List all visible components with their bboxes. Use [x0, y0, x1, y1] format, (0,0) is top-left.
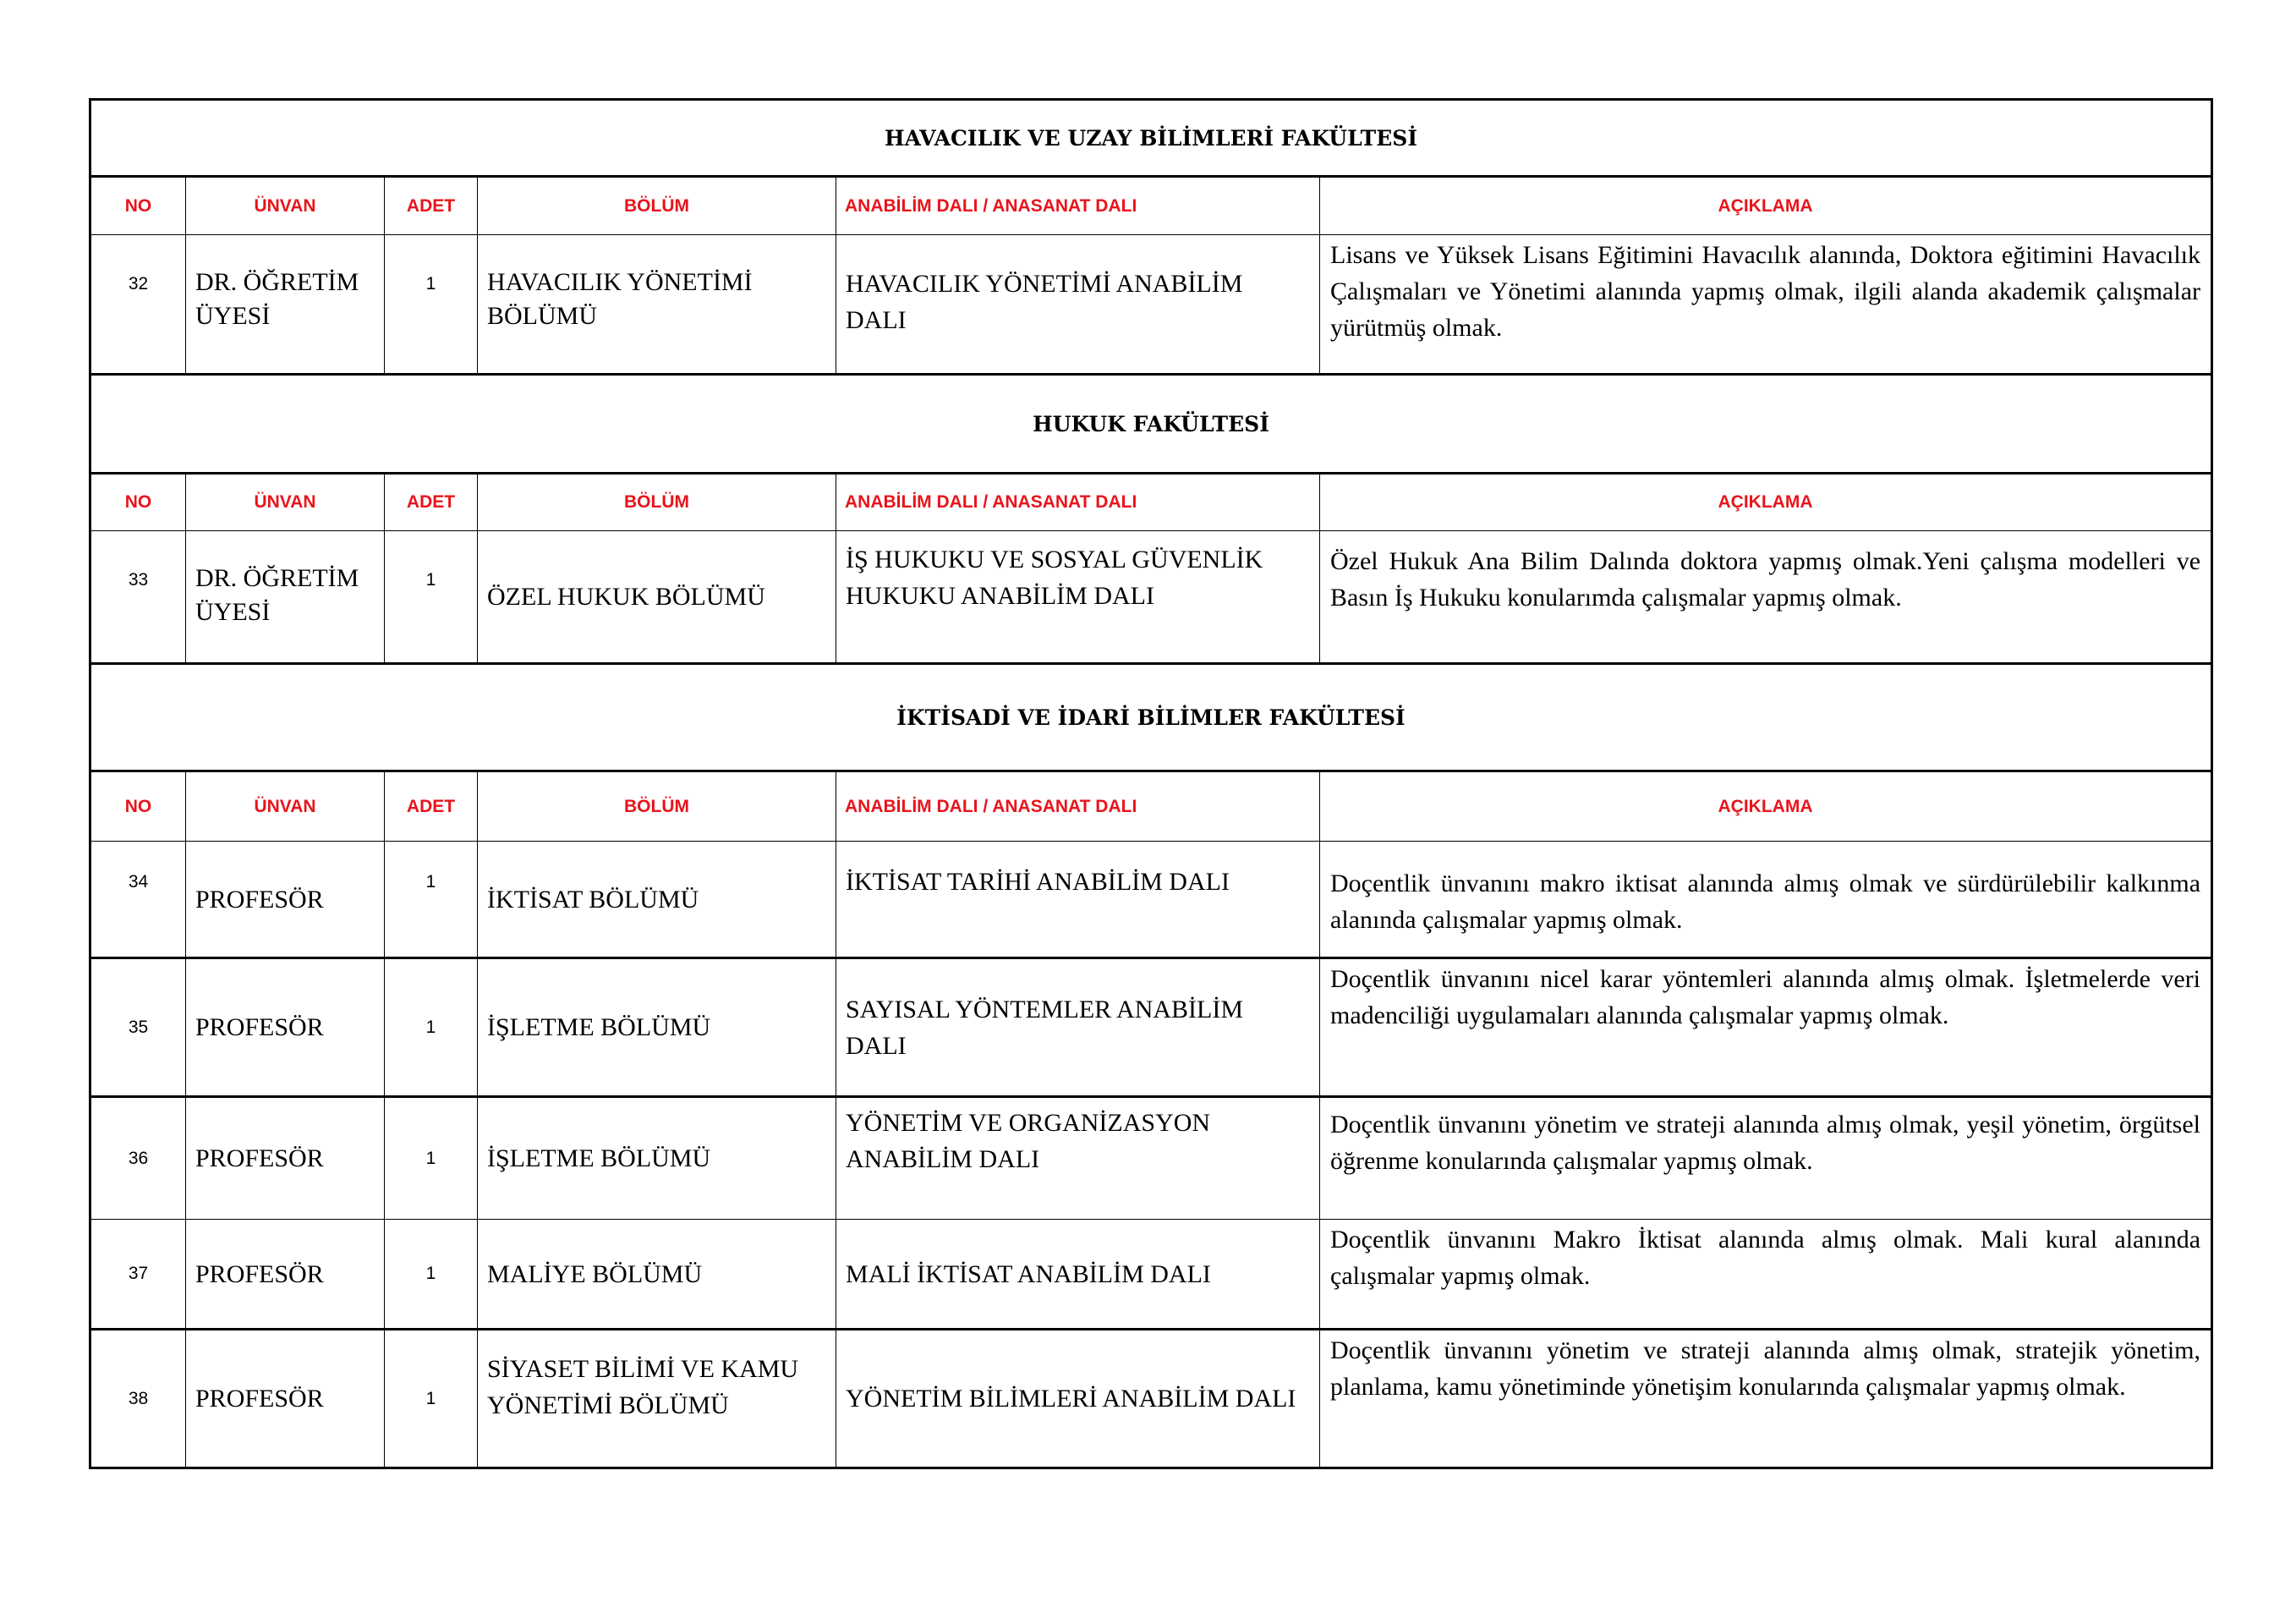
row-bolum: SİYASET BİLİMİ VE KAMU YÖNETİMİ BÖLÜMÜ	[478, 1330, 836, 1468]
row-unvan: PROFESÖR	[186, 1097, 385, 1220]
row-adet: 1	[385, 958, 478, 1097]
table-row	[90, 1220, 2212, 1330]
row-aciklama: Doçentlik ünvanını Makro İktisat alanında almış olmak. Mali kural alanında çalışmalar yapmış olmak.	[1320, 1220, 2212, 1330]
faculty-title: HUKUK FAKÜLTESİ	[90, 375, 2212, 474]
row-anabilim: HAVACILIK YÖNETİMİ ANABİLİM DALI	[836, 235, 1320, 375]
header-adet: ADET	[385, 177, 478, 235]
row-no: 36	[90, 1097, 186, 1220]
row-aciklama: Doçentlik ünvanını yönetim ve strateji alanında almış olmak, yeşil yönetim, örgütsel öğrenme konularında çalışmalar yapmış olmak.	[1320, 1097, 2212, 1220]
header-no: NO	[90, 474, 186, 531]
faculty-title-row	[90, 100, 2212, 177]
header-adet: ADET	[385, 771, 478, 842]
header-aciklama: AÇIKLAMA	[1320, 771, 2212, 842]
row-unvan: PROFESÖR	[186, 1330, 385, 1468]
table-row	[90, 531, 2212, 664]
row-bolum: İŞLETME BÖLÜMÜ	[478, 958, 836, 1097]
header-aciklama: AÇIKLAMA	[1320, 474, 2212, 531]
row-anabilim: SAYISAL YÖNTEMLER ANABİLİM DALI	[836, 958, 1320, 1097]
row-no: 38	[90, 1330, 186, 1468]
row-adet: 1	[385, 1097, 478, 1220]
row-aciklama: Lisans ve Yüksek Lisans Eğitimini Havacılık alanında, Doktora eğitimini Havacılık Çalışmaları ve Yönetimi alanında yapmış olmak, ilgili alanda akademik çalışmalar yürütmüş olmak.	[1320, 235, 2212, 375]
header-anabilim: ANABİLİM DALI / ANASANAT DALI	[836, 177, 1320, 235]
header-bolum: BÖLÜM	[478, 771, 836, 842]
row-bolum: ÖZEL HUKUK BÖLÜMÜ	[478, 531, 836, 664]
row-adet: 1	[385, 1330, 478, 1468]
header-unvan: ÜNVAN	[186, 771, 385, 842]
positions-table	[89, 98, 2213, 1469]
table-row	[90, 1097, 2212, 1220]
row-anabilim: YÖNETİM VE ORGANİZASYON ANABİLİM DALI	[836, 1097, 1320, 1220]
header-no: NO	[90, 177, 186, 235]
row-no: 35	[90, 958, 186, 1097]
row-bolum: HAVACILIK YÖNETİMİ BÖLÜMÜ	[478, 235, 836, 375]
row-no: 33	[90, 531, 186, 664]
row-adet: 1	[385, 842, 478, 958]
row-unvan: DR. ÖĞRETİM ÜYESİ	[186, 531, 385, 664]
faculty-title-row	[90, 375, 2212, 474]
document-page	[89, 98, 2211, 1469]
faculty-title-row	[90, 664, 2212, 771]
table-row	[90, 1330, 2212, 1468]
row-aciklama: Doçentlik ünvanını nicel karar yöntemleri alanında almış olmak. İşletmelerde veri madenciliği uygulamaları alanında çalışmalar yapmış olmak.	[1320, 958, 2212, 1097]
header-no: NO	[90, 771, 186, 842]
header-unvan: ÜNVAN	[186, 177, 385, 235]
table-row	[90, 842, 2212, 958]
row-unvan: PROFESÖR	[186, 958, 385, 1097]
column-header-row	[90, 474, 2212, 531]
column-header-row	[90, 177, 2212, 235]
header-bolum: BÖLÜM	[478, 474, 836, 531]
row-bolum: MALİYE BÖLÜMÜ	[478, 1220, 836, 1330]
row-bolum: İŞLETME BÖLÜMÜ	[478, 1097, 836, 1220]
column-header-row	[90, 771, 2212, 842]
row-anabilim: İKTİSAT TARİHİ ANABİLİM DALI	[836, 842, 1320, 958]
row-no: 37	[90, 1220, 186, 1330]
header-aciklama: AÇIKLAMA	[1320, 177, 2212, 235]
header-unvan: ÜNVAN	[186, 474, 385, 531]
faculty-title: HAVACILIK VE UZAY BİLİMLERİ FAKÜLTESİ	[90, 100, 2212, 177]
row-unvan: DR. ÖĞRETİM ÜYESİ	[186, 235, 385, 375]
row-anabilim: YÖNETİM BİLİMLERİ ANABİLİM DALI	[836, 1330, 1320, 1468]
row-no: 34	[90, 842, 186, 958]
row-adet: 1	[385, 531, 478, 664]
row-aciklama: Özel Hukuk Ana Bilim Dalında doktora yapmış olmak.Yeni çalışma modelleri ve Basın İş Hukuku konularımda çalışmalar yapmış olmak.	[1320, 531, 2212, 664]
header-anabilim: ANABİLİM DALI / ANASANAT DALI	[836, 771, 1320, 842]
header-anabilim: ANABİLİM DALI / ANASANAT DALI	[836, 474, 1320, 531]
row-aciklama: Doçentlik ünvanını yönetim ve strateji alanında almış olmak, stratejik yönetim, planlama, kamu yönetiminde yönetişim konularında çalışmalar yapmış olmak.	[1320, 1330, 2212, 1468]
row-bolum: İKTİSAT BÖLÜMÜ	[478, 842, 836, 958]
row-unvan: PROFESÖR	[186, 1220, 385, 1330]
row-no: 32	[90, 235, 186, 375]
row-adet: 1	[385, 1220, 478, 1330]
row-unvan: PROFESÖR	[186, 842, 385, 958]
row-adet: 1	[385, 235, 478, 375]
header-bolum: BÖLÜM	[478, 177, 836, 235]
row-anabilim: İŞ HUKUKU VE SOSYAL GÜVENLİK HUKUKU ANABİLİM DALI	[836, 531, 1320, 664]
row-anabilim: MALİ İKTİSAT ANABİLİM DALI	[836, 1220, 1320, 1330]
header-adet: ADET	[385, 474, 478, 531]
row-aciklama: Doçentlik ünvanını makro iktisat alanında almış olmak ve sürdürülebilir kalkınma alanında çalışmalar yapmış olmak.	[1320, 842, 2212, 958]
table-row	[90, 958, 2212, 1097]
faculty-title: İKTİSADİ VE İDARİ BİLİMLER FAKÜLTESİ	[90, 664, 2212, 771]
table-row	[90, 235, 2212, 375]
